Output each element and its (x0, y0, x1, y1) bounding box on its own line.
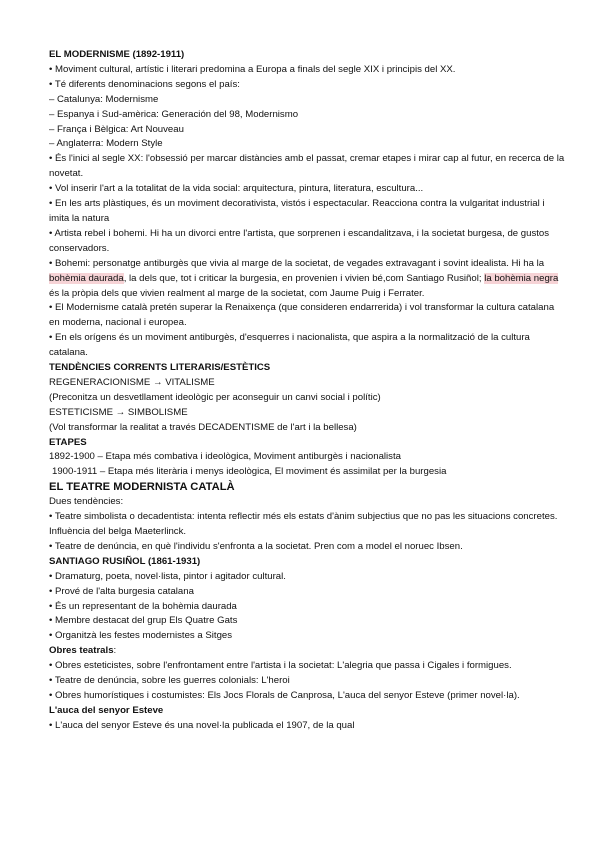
paragraph: • Teatre de denúncia, en què l'individu s'enfronta a la societat. Pren com a model el noruec Ibsen. (49, 540, 463, 552)
list-item: • Dramaturg, poeta, novel·lista, pintor i agitador cultural. (49, 570, 286, 582)
paragraph: • Moviment cultural, artístic i literari predomina a Europa a finals del segle XIX i principis del XX. (49, 63, 456, 75)
list-item: • Membre destacat del grup Els Quatre Gats (49, 615, 238, 627)
list-item: – Espanya i Sud-amèrica: Generación del 98, Modernismo (49, 108, 299, 120)
list-item: – Anglaterra: Modern Style (49, 138, 163, 150)
paragraph: • En els orígens és un moviment antiburgès, d'esquerres i nacionalista, que aspira a la normalització de la cultura catalana. (49, 332, 530, 359)
paragraph: • Obres esteticistes, sobre l'enfrontament entre l'artista i la societat: L'alegria que passa i Cigales i formigues. (49, 660, 512, 672)
paragraph: (Vol transformar la realitat a través DECADENTISME de l'art i la bellesa) (49, 421, 357, 433)
paragraph: (Preconitza un desvetllament ideològic per aconseguir un canvi social i polític) (49, 391, 381, 403)
paragraph: • El Modernisme català pretén superar la Renaixença (que consideren endarrerida) i vol transformar la cultura catalana en moderna, nacional i europea. (49, 302, 555, 329)
paragraph: • Artista rebel i bohemi. Hi ha un divorci entre l'artista, que sorprenen i escandalitzava, i la societat burgesa, de gustos conservadors. (49, 227, 550, 254)
paragraph: • L'auca del senyor Esteve és una novel·la publicada el 1907, de la qual (49, 719, 355, 731)
bohemi-text-3: és la pròpia dels que vivien realment al marge de la societat, com Jaume Puig i Ferrater. (49, 287, 425, 299)
paragraph: • Teatre simbolista o decadentista: intenta reflectir més els estats d'ànim subjectius que no pas les situacions concretes. Influència del belga Maeterlinck. (49, 511, 558, 537)
paragraph: ESTETICISME → SIMBOLISME (49, 406, 188, 418)
subsection-title-obres: Obres teatrals (49, 645, 114, 657)
paragraph: • Teatre de denúncia, sobre les guerres colonials: L'heroi (49, 675, 290, 687)
paragraph: • Obres humorístiques i costumistes: Els Jocs Florals de Canprosa, L'auca del senyor Esteve (primer novel·la). (49, 689, 520, 701)
list-item: • Organitzà les festes modernistes a Sitges (49, 630, 233, 642)
paragraph: REGENERACIONISME → VITALISME (49, 376, 215, 388)
section-title-teatre: EL TEATRE MODERNISTA CATALÀ (49, 481, 235, 494)
section-title-modernisme: EL MODERNISME (1892-1911) (49, 49, 185, 60)
paragraph: Dues tendències: (49, 496, 124, 508)
paragraph-bohemi (49, 257, 565, 302)
paragraph: • Vol inserir l'art a la totalitat de la vida social: arquitectura, pintura, literatura, escultura... (49, 183, 424, 195)
highlight-bohemia-negra: la bohèmia negra (484, 272, 559, 284)
obres-colon: : (113, 645, 117, 657)
list-item: – França i Bèlgica: Art Nouveau (49, 123, 184, 135)
bohemi-text-1: • Bohemi: personatge antiburgès que vivia al marge de la societat, de vegades extravagant i sovint idealista. Hi ha la (49, 257, 545, 269)
section-title-etapes: ETAPES (49, 436, 87, 448)
paragraph: 1892-1900 – Etapa més combativa i ideològica, Moviment antiburgès i nacionalista (49, 451, 401, 463)
paragraph: • Té diferents denominacions segons el país: (49, 78, 240, 90)
list-item: • Prové de l'alta burgesia catalana (49, 585, 194, 597)
subsection-title-auca: L'auca del senyor Esteve (49, 704, 164, 716)
subsection-obres (49, 644, 565, 659)
section-title-rusinol: SANTIAGO RUSIÑOL (1861-1931) (49, 555, 201, 567)
paragraph: • En les arts plàstiques, és un moviment decorativista, vistós i espectacular. Reacciona contra la vulgaritat industrial i imita la natura (49, 198, 545, 224)
list-item: – Catalunya: Modernisme (49, 93, 159, 105)
section-title-tendencies: TENDÈNCIES CORRENTS LITERARIS/ESTÈTICS (49, 362, 271, 374)
bohemi-text-2: , la dels que, tot i criticar la burgesia, en provenien i vivien bé,com Santiago Rusiñol; (123, 272, 485, 284)
list-item: • És un representant de la bohèmia daurada (49, 600, 237, 612)
paragraph: • És l'inici al segle XX: l'obsessió per marcar distàncies amb el passat, cremar etapes i mirar cap al futur, en recerca de la novetat. (49, 153, 565, 180)
paragraph: 1900-1911 – Etapa més literària i menys ideològica, El moviment és assimilat per la burgesia (52, 466, 447, 478)
document-body (49, 48, 565, 734)
highlight-bohemia-daurada: bohèmia daurada (49, 272, 124, 284)
